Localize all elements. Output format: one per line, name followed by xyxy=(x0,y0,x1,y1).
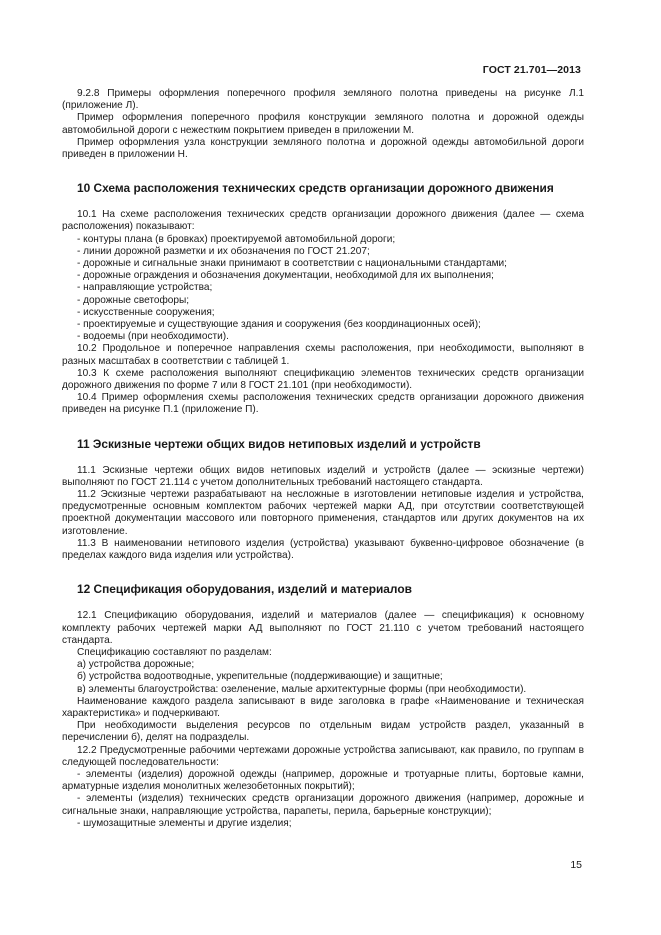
list-sections xyxy=(62,659,584,696)
paragraph-11-3: 11.3 В наименовании нетипового изделия (устройства) указывают буквенно-цифровое обозначение (в пределах каждого вида изделия или устройства). xyxy=(62,537,584,562)
section-heading-12: 12 Спецификация оборудования, изделий и материалов xyxy=(77,582,412,597)
list-item: - контуры плана (в бровках) проектируемой автомобильной дороги; xyxy=(77,233,396,245)
list-item: - водоемы (при необходимости). xyxy=(77,331,229,343)
page-content xyxy=(62,88,584,830)
paragraph-10-3: 10.3 К схеме расположения выполняют спецификацию элементов технических средств организации дорожного движения по форме 7 или 8 ГОСТ 21.101 (при необходимости). xyxy=(62,367,584,392)
list-item: в) элементы благоустройства: озеленение, малые архитектурные формы (при необходимости). xyxy=(77,683,527,695)
list-section-10 xyxy=(62,234,584,344)
section-heading-11: 11 Эскизные чертежи общих видов нетиповых изделий и устройств xyxy=(77,436,481,451)
list-item: - дорожные и сигнальные знаки принимают в соответствии с национальными стандартами; xyxy=(77,258,507,270)
list-groups xyxy=(62,769,584,830)
paragraph-12-1: 12.1 Спецификацию оборудования, изделий и материалов (далее — спецификация) к основному комплекту рабочих чертежей марки АД выполняют по ГОСТ 21.110 с учетом требований настоящего стандарта. xyxy=(62,610,584,646)
paragraph-9-2-8: 9.2.8 Примеры оформления поперечного профиля земляного полотна приведены на рисунке Л.1 (приложение Л). xyxy=(62,88,584,112)
list-item: - проектируемые и существующие здания и сооружения (без координационных осей); xyxy=(77,319,481,331)
paragraph-10-2: 10.2 Продольное и поперечное направления схемы расположения, при необходимости, выполняют в разных масштабах в соответствии с таблицей 1. xyxy=(62,343,584,367)
list-item: б) устройства водоотводные, укрепительные (поддерживающие) и защитные; xyxy=(77,671,443,683)
paragraph: Спецификацию составляют по разделам: xyxy=(77,646,272,658)
paragraph-12-2: 12.2 Предусмотренные рабочими чертежами дорожные устройства записывают, как правило, по группам в следующей последовательности: xyxy=(62,744,584,768)
list-item: - дорожные ограждения и обозначения документации, необходимой для их выполнения; xyxy=(77,270,494,282)
list-item: - дорожные светофоры; xyxy=(77,294,190,306)
list-item: - элементы (изделия) технических средств организации дорожного движения (например, дорожные и сигнальные знаки, направляющие устройства, парапеты, перила, барьерные конструкции); xyxy=(62,793,584,817)
list-item: - направляющие устройства; xyxy=(77,282,213,294)
list-item: - искусственные сооружения; xyxy=(77,306,215,318)
paragraph: При необходимости выделения ресурсов по отдельным видам устройств раздел, указанный в перечислении б), делят на подразделы. xyxy=(62,720,584,744)
paragraph-10-1: 10.1 На схеме расположения технических средств организации дорожного движения (далее — схема расположения) показывают: xyxy=(62,209,584,233)
list-item: - шумозащитные элементы и другие изделия; xyxy=(77,817,292,829)
paragraph: Пример оформления узла конструкции земляного полотна и дорожной одежды автомобильной дороги приведен в приложении Н. xyxy=(62,136,584,161)
paragraph-11-2: 11.2 Эскизные чертежи разрабатывают на несложные в изготовлении нетиповые изделия и устройства, предусмотренные основным комплектом рабочих чертежей марки АД, при отсутствии соответствующей проектной документации массового или повторного применения, стандартов или других документов на их изготовление. xyxy=(62,489,584,537)
section-heading-10: 10 Схема расположения технических средств организации дорожного движения xyxy=(77,181,554,196)
list-item: - элементы (изделия) дорожной одежды (например, дорожные и тротуарные плиты, бортовые камни, арматурные изделия монолитных железобетонных покрытий); xyxy=(62,768,584,793)
document-code-header: ГОСТ 21.701—2013 xyxy=(482,64,581,76)
paragraph: Наименование каждого раздела записывают в виде заголовка в графе «Наименование и техническая характеристика» и подчеркивают. xyxy=(62,695,584,719)
list-item: а) устройства дорожные; xyxy=(77,659,195,671)
page-number: 15 xyxy=(570,859,582,871)
paragraph-11-1: 11.1 Эскизные чертежи общих видов нетиповых изделий и устройств (далее — эскизные чертежи) выполняют по ГОСТ 21.114 с учетом дополнительных требований настоящего стандарта. xyxy=(62,464,584,488)
paragraph: Пример оформления поперечного профиля конструкции земляного полотна и дорожной одежды автомобильной дороги с нежестким покрытием приведен в приложении М. xyxy=(62,112,584,136)
paragraph-10-4: 10.4 Пример оформления схемы расположения технических средств организации дорожного движения приведен на рисунке П.1 (приложение П). xyxy=(62,392,584,416)
list-item: - линии дорожной разметки и их обозначения по ГОСТ 21.207; xyxy=(77,245,370,257)
